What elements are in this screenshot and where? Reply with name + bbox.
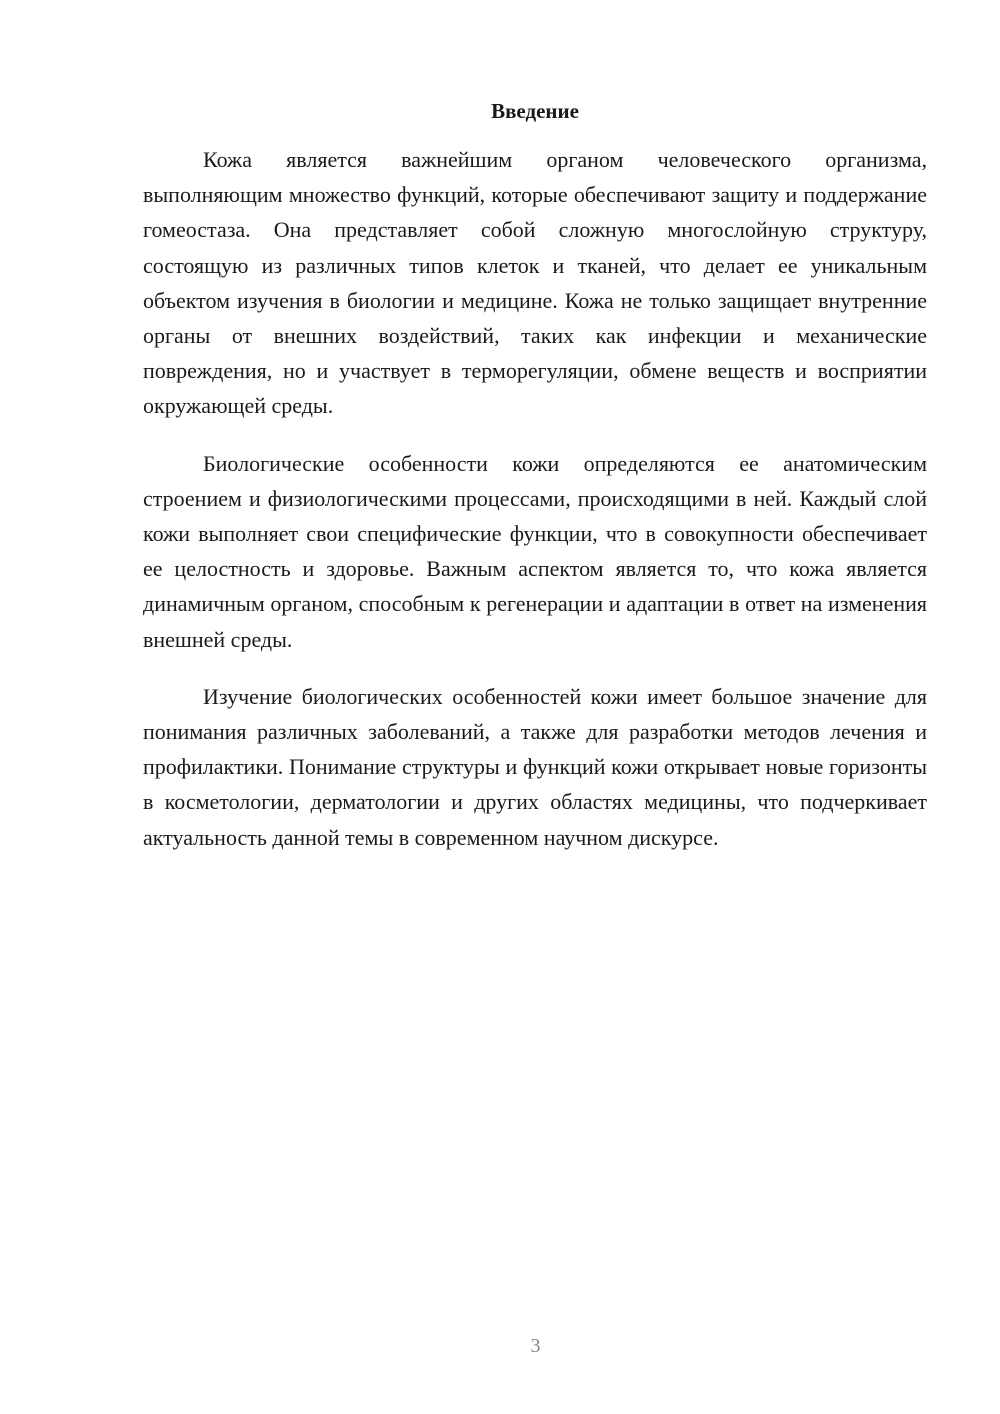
section-heading: Введение [491, 99, 579, 123]
paragraph-3: Изучение биологических особенностей кожи имеет большое значение для понимания различных заболеваний, а также для разработки методов лечения и профилактики. Понимание структуры и функций кожи открывает новые горизонты в косметологии, дерматологии и других областях медицины, что подчеркивает актуальность данной темы в современном научном дискурсе. [143, 683, 927, 850]
paragraph-1: Кожа является важнейшим органом человеческого организма, выполняющим множество функций, которые обеспечивают защиту и поддержание гомеостаза. Она представляет собой сложную многослойную структуру, состоящую из различных типов клеток и тканей, что делает ее уникальным объектом изучения в биологии и медицине. Кожа не только защищает внутренние органы от внешних воздействий, таких как инфекции и механические повреждения, но и участвует в терморегуляции, обмене веществ и восприятии окружающей среды. [143, 147, 927, 419]
body-text [143, 142, 927, 877]
paragraph-2: Биологические особенности кожи определяются ее анатомическим строением и физиологическими процессами, происходящими в ней. Каждый слой кожи выполняет свои специфические функции, что в совокупности обеспечивает ее целостность и здоровье. Важным аспектом является то, что кожа является динамичным органом, способным к регенерации и адаптации в ответ на изменения внешней среды. [143, 450, 927, 652]
page-number: 3 [530, 1335, 541, 1357]
